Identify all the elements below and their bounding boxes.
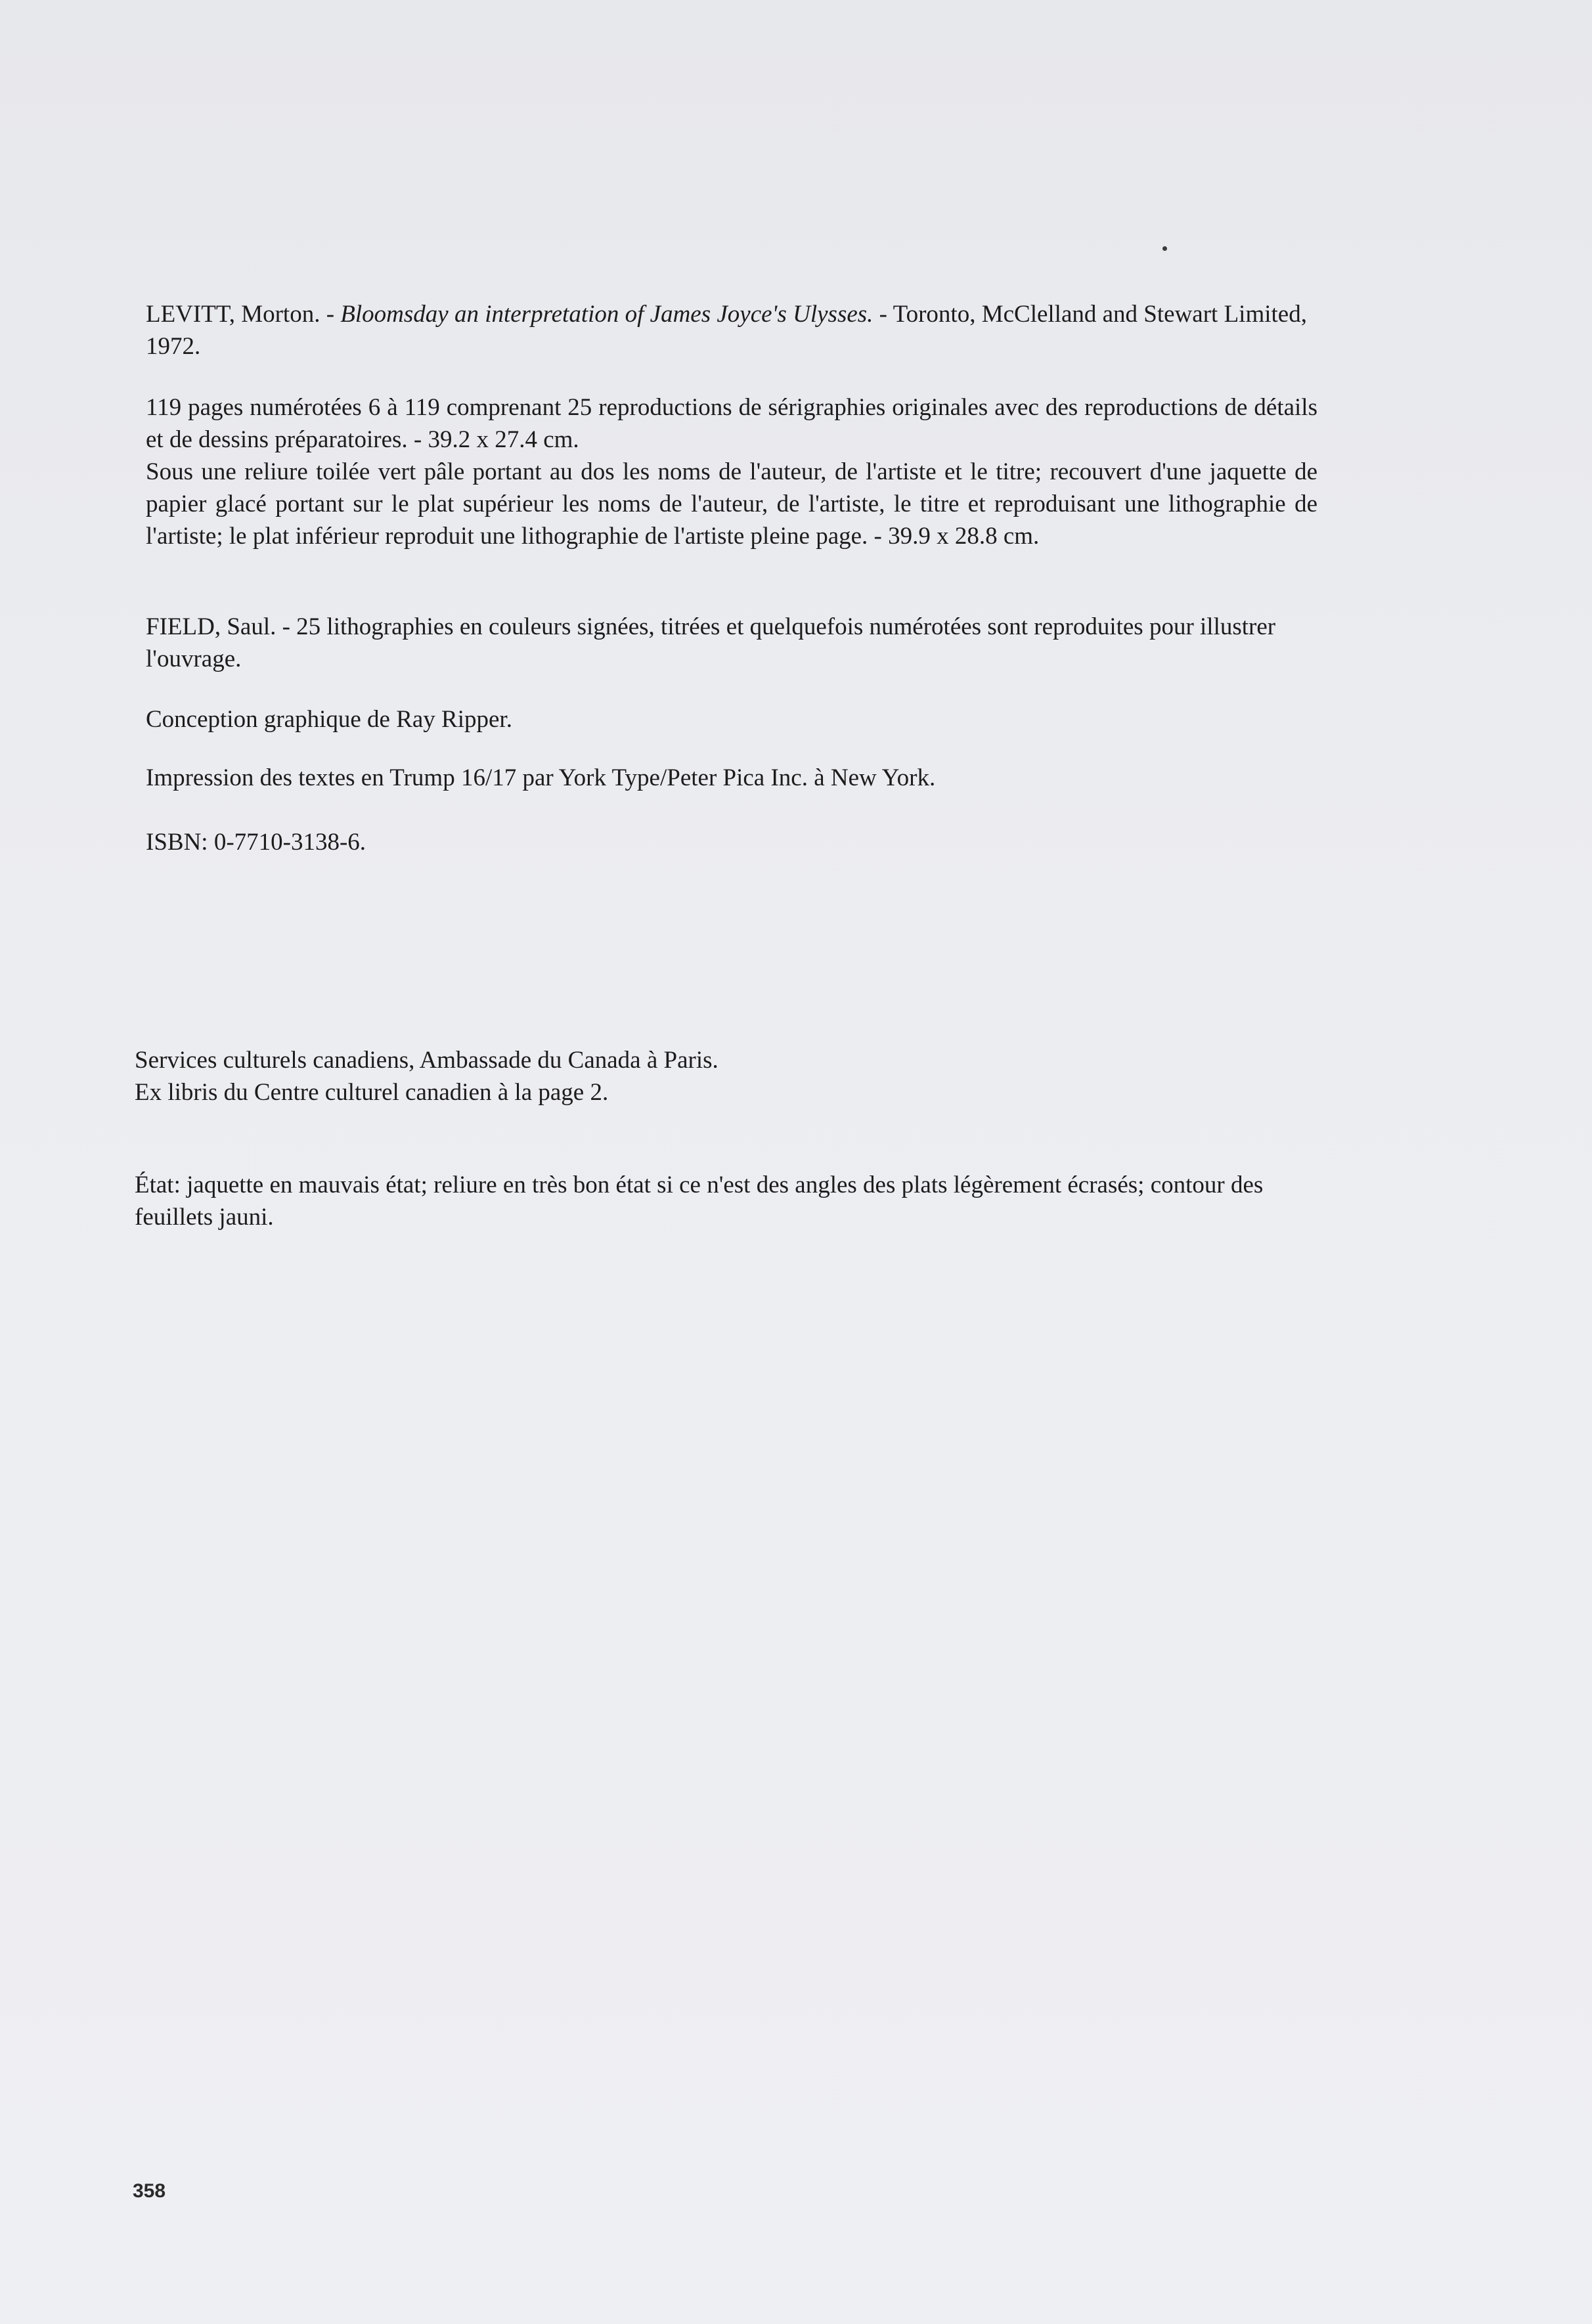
provenance-line: Services culturels canadiens, Ambassade du Canada à Paris. [135,1047,719,1074]
ink-speck [1162,246,1167,251]
binding-paragraph: Sous une reliure toilée vert pâle portant au dos les noms de l'auteur, de l'artiste et le titre; recouvert d'une jaquette de papier glacé portant sur le plat supérieur les noms de l'auteur, de l'artiste, le titre et reproduisant une lithographie de l'artiste; le plat inférieur reproduit une lithographie de l'artiste pleine page. - 39.9 x 28.8 cm. [146,458,1317,550]
isbn-line: ISBN: 0-7710-3138-6. [146,829,366,856]
provenance-block [135,1044,1317,1108]
illustrator-paragraph: FIELD, Saul. - 25 lithographies en couleurs signées, titrées et quelquefois numérotées sont reproduites pour illustrer l'ouvrage. [146,613,1276,672]
bibliographic-entry [146,298,1317,362]
entry-author: LEVITT, Morton. [146,301,321,328]
provenance-line: Ex libris du Centre culturel canadien à la page 2. [135,1079,609,1106]
condition-paragraph: État: jaquette en mauvais état; reliure en très bon état si ce n'est des angles des plats légèrement écrasés; contour des feuillets jauni. [135,1172,1264,1231]
entry-title: Bloomsday an interpretation of James Joyce's Ulysses. [340,301,873,328]
entry-separator: - [873,301,893,328]
entry-separator: - [320,301,341,328]
printing-credit: Impression des textes en Trump 16/17 par York Type/Peter Pica Inc. à New York. [146,764,936,791]
collation-paragraph: 119 pages numérotées 6 à 119 comprenant 25 reproductions de sérigraphies originales avec des reproductions de détails et de dessins préparatoires. - 39.2 x 27.4 cm. [146,394,1317,453]
entry-publisher: Toronto, McClelland and Stewart Limited, 1972. [146,301,1307,360]
page-number: 358 [133,2180,166,2202]
design-credit: Conception graphique de Ray Ripper. [146,706,512,733]
